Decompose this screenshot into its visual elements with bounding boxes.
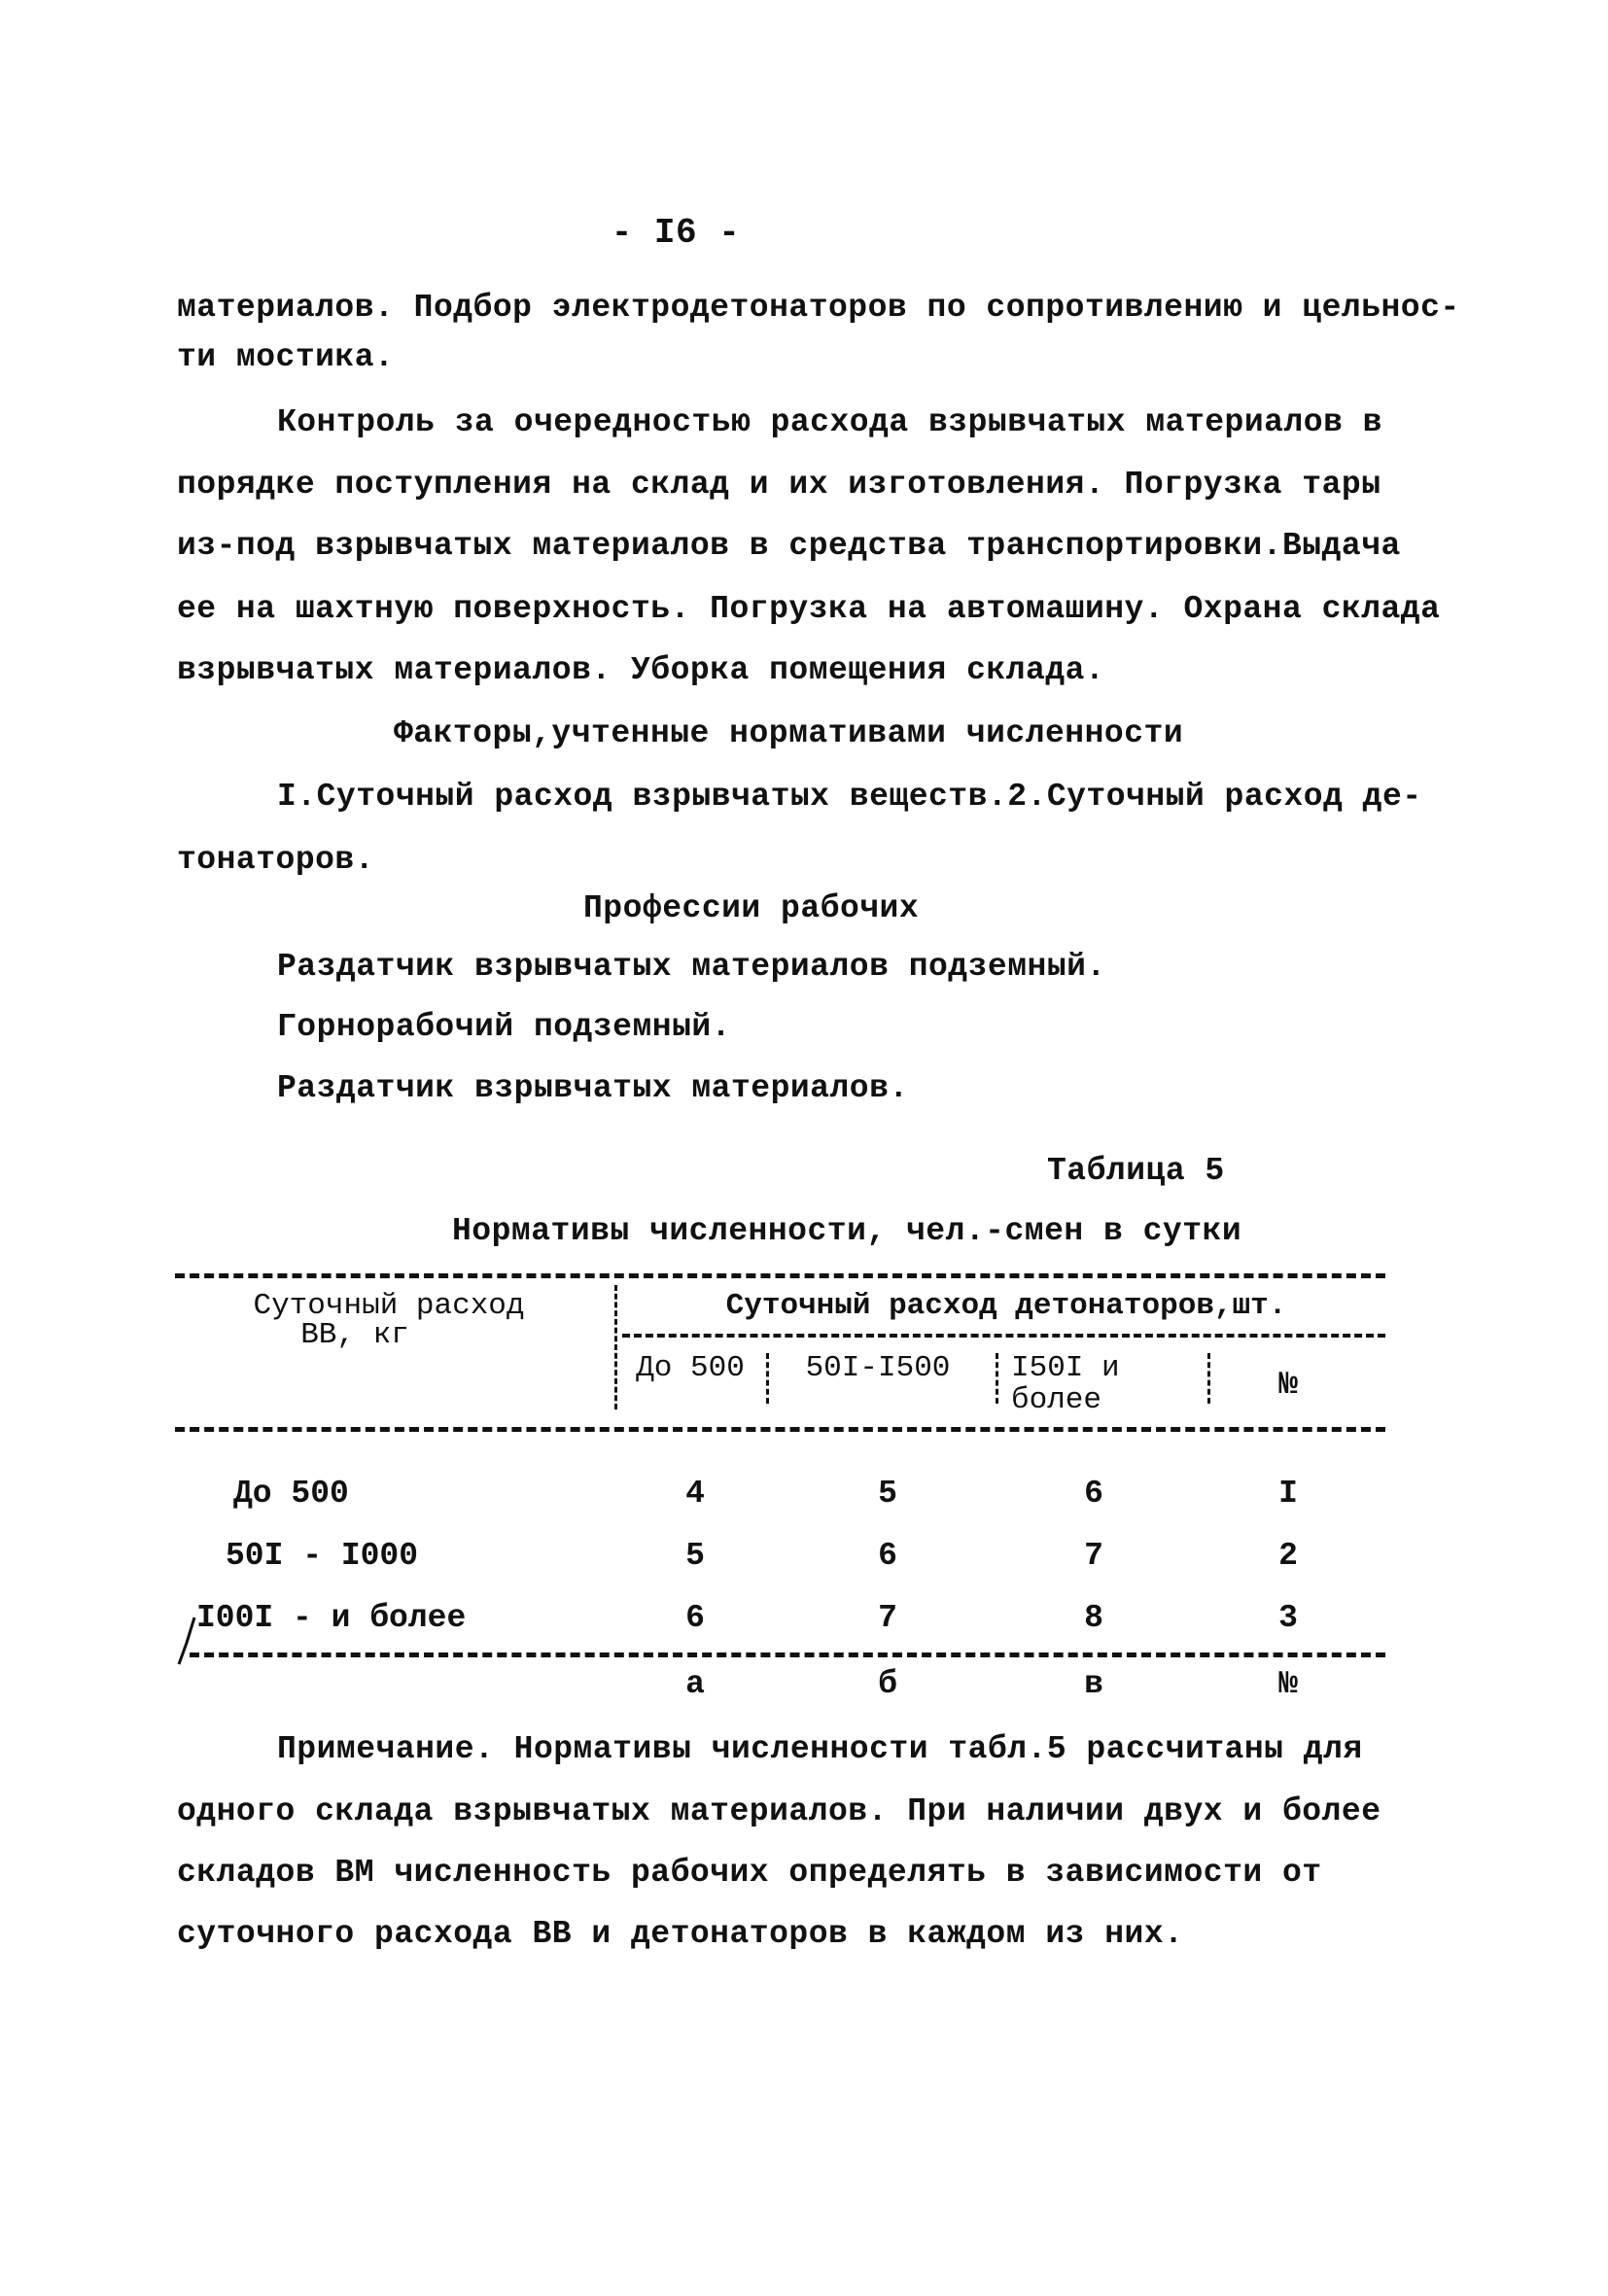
table-label: Таблица 5 <box>1047 1153 1225 1189</box>
professions-heading: Профессии рабочих <box>583 890 920 926</box>
page-number: - I6 - <box>611 213 741 253</box>
table-cell: 7 <box>1084 1538 1103 1574</box>
column-letter: а <box>685 1666 705 1702</box>
table-cell: 5 <box>878 1476 897 1512</box>
paragraph-1-line-1: материалов. Подбор электродетонаторов по сопротивлению и цельнос- <box>177 290 1460 326</box>
table-cell: 6 <box>685 1600 705 1636</box>
column-letter: б <box>878 1666 897 1702</box>
note-line-3: складов ВМ численность рабочих определять в зависимости от <box>177 1855 1322 1891</box>
note-line-2: одного склада взрывчатых материалов. При наличии двух и более <box>177 1793 1381 1829</box>
col-separator-1 <box>766 1353 769 1404</box>
row-number: I <box>1278 1476 1298 1512</box>
col-separator-3 <box>1207 1353 1210 1404</box>
table-cell: 4 <box>685 1476 705 1512</box>
row-number: 2 <box>1278 1538 1298 1574</box>
header-bottom-border <box>175 1427 1385 1432</box>
col-header-1: До 500 <box>636 1351 745 1385</box>
table-cell: 8 <box>1084 1600 1103 1636</box>
profession-item-1: Раздатчик взрывчатых материалов подземный. <box>277 949 1106 985</box>
row-label: 50I - I000 <box>226 1538 419 1574</box>
paragraph-2-line-4: ее на шахтную поверхность. Погрузка на автомашину. Охрана склада <box>177 591 1441 627</box>
column-letter: в <box>1084 1666 1103 1702</box>
table-cell: 6 <box>1084 1476 1103 1512</box>
row-label: I00I - и более <box>196 1600 467 1636</box>
paragraph-2-line-3: из-под взрывчатых материалов в средства транспортировки.Выдача <box>177 528 1401 564</box>
row-label: До 500 <box>233 1476 349 1512</box>
row-header-title-line-1: Суточный расход <box>253 1289 525 1323</box>
header-separator-vertical <box>614 1285 617 1409</box>
paragraph-2-line-2: порядке поступления на склад и их изготовления. Погрузка тары <box>177 467 1381 503</box>
table-cell: 5 <box>685 1538 705 1574</box>
col-header-3-line-2: более <box>1011 1383 1102 1417</box>
note-line-4: суточного расхода ВВ и детонаторов в каждом из них. <box>177 1916 1184 1952</box>
note-line-1: Примечание. Нормативы численности табл.5 рассчитаны для <box>277 1731 1363 1767</box>
row-number: 3 <box>1278 1600 1298 1636</box>
profession-item-2: Горнорабочий подземный. <box>277 1009 731 1045</box>
col-separator-2 <box>996 1353 998 1404</box>
profession-item-3: Раздатчик взрывчатых материалов. <box>277 1070 909 1106</box>
column-letter: № <box>1278 1666 1298 1702</box>
factors-line-1: I.Суточный расход взрывчатых веществ.2.Суточный расход де- <box>277 779 1422 815</box>
col-header-3-line-1: I50I и <box>1011 1351 1120 1385</box>
table-cell: 7 <box>878 1600 897 1636</box>
table-caption: Нормативы численности, чел.-смен в сутки <box>452 1213 1242 1249</box>
col-header-4: № <box>1278 1367 1298 1403</box>
hand-mark-icon <box>173 1614 212 1672</box>
table-cell: 6 <box>878 1538 897 1574</box>
paragraph-1-line-2: ти мостика. <box>177 339 395 375</box>
col-group-title: Суточный расход детонаторов,шт. <box>725 1289 1287 1323</box>
paragraph-2-line-5: взрывчатых материалов. Уборка помещения склада. <box>177 652 1105 688</box>
table-top-border <box>175 1273 1385 1278</box>
row-header-title-line-2: ВВ, кг <box>300 1318 409 1352</box>
paragraph-2-line-1: Контроль за очередностью расхода взрывчатых материалов в <box>277 404 1382 440</box>
col-header-2: 50I-I500 <box>805 1351 951 1385</box>
table-bottom-border <box>190 1652 1385 1657</box>
factors-line-2: тонаторов. <box>177 842 375 878</box>
header-inner-border <box>622 1334 1385 1338</box>
factors-heading: Факторы,учтенные нормативами численности <box>394 715 1184 751</box>
